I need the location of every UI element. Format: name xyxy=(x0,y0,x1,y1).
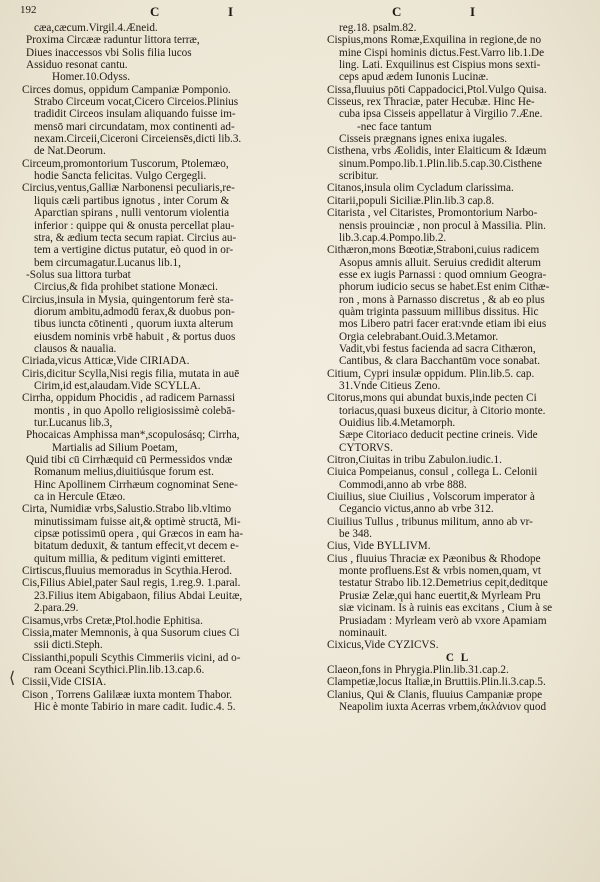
text-line: montis , in quo Apollo religiosissimè colebā- xyxy=(34,404,236,417)
text-line: diorum ambitu,admodū ferax,& duobus pon- xyxy=(34,305,235,318)
text-line: Cegancio victus,anno ab vrbe 312. xyxy=(339,503,494,516)
text-line: bem circumagatur.Lucanus lib.1, xyxy=(34,256,181,269)
text-line: Cithæron,mons Bœotiæ,Straboni,cuius radicem xyxy=(327,244,540,257)
text-line: tibus iuncta cōtinenti , quorum iuxta alterum xyxy=(34,318,234,331)
text-line: Cirim,id est,alaudam.Vide SCYLLA. xyxy=(34,379,201,392)
text-line: hodie Sancta felicitas. Vulgo Cergegli. xyxy=(34,170,207,183)
text-line: Diues inaccessos vbi Solis filia lucos xyxy=(26,46,192,59)
text-line: Cirrha, oppidum Phocidis , ad radicem Parnassi xyxy=(22,392,236,405)
text-line: quàm triginta passuum millibus dissitus. Hic xyxy=(339,305,539,318)
text-line: minutissimam fuisse ait,& optimè structā, Mi- xyxy=(34,515,241,528)
text-line: Sæpe Citoriaco deducit pectine crineis. Vide xyxy=(339,429,538,442)
text-line: Citium, Cypri insulæ oppidum. Plin.lib.5. cap. xyxy=(327,367,535,380)
right-column xyxy=(327,22,589,713)
text-line: Cisthena, vrbs Æolidis, inter Elaiticum & Idæum xyxy=(327,145,547,158)
text-line: testatur Strabo lib.12.Demetrius cepit,deditque xyxy=(339,577,548,590)
text-line: Cissianthi,populi Scythis Cimmeriis vicini, ad o- xyxy=(22,651,241,664)
text-line: Proxima Circææ raduntur littora terræ, xyxy=(26,34,200,47)
text-line: bitatum deduxit, & tantum effecit,vt decem e- xyxy=(34,540,239,553)
text-line: -Solus sua littora turbat xyxy=(26,268,131,281)
text-line: cæa,cæcum.Virgil.4.Æneid. xyxy=(34,22,158,34)
text-line: cipsæ potissimū opera , qui Græcos in eam ha- xyxy=(34,528,244,541)
text-line: tem a vertigine dictus putatur, eò quod in or- xyxy=(34,244,234,257)
text-line: Clanius, Qui & Clanis, fluuius Campaniæ prope xyxy=(327,688,543,701)
margin-mark: ⟨ xyxy=(9,670,16,687)
text-line: Phocaicas Amphissa man*,scopulosásq; Cirrha, xyxy=(26,429,240,442)
text-line: Circeum,promontorium Tuscorum, Ptolemæo, xyxy=(22,157,229,170)
left-column xyxy=(22,22,284,713)
text-line: mensō mari circundatam, mox continenti ad- xyxy=(34,120,235,133)
text-line: stra, & ædium tecta secum rapiat. Circius au- xyxy=(34,231,237,244)
text-line: Cius , fluuius Thraciæ ex Pæonibus & Rhodope xyxy=(327,552,541,565)
text-line: ceps apud ædem Iunonis Lucinæ. xyxy=(339,71,489,84)
text-line: sinum.Pompo.lib.1.Plin.lib.5.cap.30.Cisthene xyxy=(339,157,542,170)
text-line: 2.para.29. xyxy=(34,602,79,615)
text-line: 31.Vnde Citieus Zeno. xyxy=(339,379,441,392)
text-line: quitum millia, & peditum viginti emitteret. xyxy=(34,552,226,565)
text-line: cuba ipsa Cisseis appellatur à Virgilio 7.Æne. xyxy=(339,108,543,121)
text-line: Quid tibi cū Cirrhæquid cū Permessidos vndæ xyxy=(26,454,233,467)
text-line: monte profluens.Est & vrbis nomen,quam, vt xyxy=(339,565,541,578)
text-line: Romanum melius,diuitiúsque forum est. xyxy=(34,466,214,479)
text-line: Orgia celebrabant.Ouid.3.Metamor. xyxy=(339,330,499,343)
text-line: mine Cispi hominis dictus.Fest.Varro lib.1.De xyxy=(339,46,545,59)
text-line: inferior : quippe qui & onusta percellat plau- xyxy=(34,219,235,232)
text-line: Cantibus, & clara Bacchantūm voce sonabat. xyxy=(339,355,540,368)
text-line: Citanos,insula olim Cycladum clarissima. xyxy=(327,182,514,195)
text-line: Circius,& fida prohibet statione Monæci. xyxy=(34,281,218,294)
text-line: Ciuica Pompeianus, consul , collega L. Celonii xyxy=(327,466,538,479)
text-line: tradidit Circeos insulam aliquando fuisse im- xyxy=(34,108,236,121)
text-line: Citarista , vel Citaristes, Promontorium Narbo- xyxy=(327,207,538,220)
text-line: Commodi,anno ab vrbe 888. xyxy=(339,478,467,491)
text-line: Aparctian spirans , nulli ventorum violentia xyxy=(34,207,230,220)
text-line: ram Oceani Scythici.Plin.lib.13.cap.6. xyxy=(34,663,205,676)
header-letter-right-i: I xyxy=(470,4,476,19)
text-line: Asopus amnis alluit. Seruius credidit alterum xyxy=(339,256,541,269)
text-line: Cirta, Numidiæ vrbs,Salustio.Strabo lib.vltimo xyxy=(22,503,232,516)
text-line: C L xyxy=(445,651,471,664)
text-line: reg.18. psalm.82. xyxy=(339,22,417,34)
text-line: Ouidius lib.4.Metamorph. xyxy=(339,417,456,429)
text-line: Citorus,mons qui abundat buxis,inde pecten Ci xyxy=(327,392,537,405)
text-line: siæ vicinam. Is à ruinis eas excitans , Cium à se xyxy=(339,602,553,615)
text-line: Hinc Apollinem Cirrhæum cognominat Sene- xyxy=(34,478,238,491)
text-line: Vadit,vbi festus facienda ad sacra Cithæron, xyxy=(339,342,536,355)
text-line: toriacus,quasi buxeus dicitur, à Citorio monte. xyxy=(339,404,546,417)
text-line: ron , mons à Parnasso discretus , & ab eo plus xyxy=(339,293,545,306)
text-line: Circius,ventus,Galliæ Narbonensi peculiaris,re- xyxy=(22,182,235,195)
text-line: Ciuilius Tullus , tribunus militum, anno ab vr- xyxy=(327,515,533,528)
text-line: nominauit. xyxy=(339,626,388,639)
text-line: eiusdem nominis vrbē habuit , & portus duos xyxy=(34,330,236,343)
text-line: Strabo Circeum vocat,Cicero Circeios.Plinius xyxy=(34,96,239,109)
text-line: Circes domus, oppidum Campaniæ Pomponio. xyxy=(22,83,231,96)
text-line: ssii dicti.Steph. xyxy=(34,639,103,652)
text-line: liquis cæli partibus ignotus , inter Corum & xyxy=(34,194,230,207)
text-line: scribitur. xyxy=(339,170,379,183)
text-line: nensis prouinciæ , non procul à Massilia. Plin. xyxy=(339,219,546,232)
text-line: Circius,insula in Mysia, quingentorum ferè sta- xyxy=(22,293,234,306)
header-letter-left-i: I xyxy=(228,4,234,19)
text-line: Cisseis prægnans ignes enixa iugales. xyxy=(339,133,508,146)
header-letter-left-c: C xyxy=(150,4,160,19)
text-line: be 348. xyxy=(339,528,372,541)
text-line: tur.Lucanus lib.3, xyxy=(34,417,113,429)
text-line: Cisseus, rex Thraciæ, pater Hecubæ. Hinc He- xyxy=(327,96,535,109)
text-line: Citron,Ciuitas in tribu Zabulon.iudic.1. xyxy=(327,454,502,467)
text-line: Cispius,mons Romæ,Exquilina in regione,de no xyxy=(327,34,542,47)
text-line: Clampetiæ,locus Italiæ,in Bruttiis.Plin.li.3.cap.5. xyxy=(327,676,546,689)
text-line: Prusiadam : Myrleam verò ab vxore Apamiam xyxy=(339,614,547,627)
text-line: Cissia,mater Memnonis, à qua Susorum ciues Ci xyxy=(22,626,240,639)
text-line: de Nat.Deorum. xyxy=(34,145,106,158)
text-line: ca in Hercule Œtæo. xyxy=(34,491,126,504)
text-line: Neapolim iuxta Acerras vrbem,ἀκλάνιον quod xyxy=(339,700,547,713)
text-line: esse ex iugis Parnassi : quod omnium Geogra- xyxy=(339,268,547,281)
text-line: Cison , Torrens Galilææ iuxta montem Thabor. xyxy=(22,688,233,701)
text-line: Cius, Vide BYLLIVM. xyxy=(327,540,431,553)
text-line: Cisamus,vrbs Cretæ,Ptol.hodie Ephitisa. xyxy=(22,614,203,627)
text-line: clausos & naualia. xyxy=(34,342,117,355)
text-line: ling. Lati. Exquilinus est Cispius mons sexti- xyxy=(339,59,541,72)
text-line: -nec face tantum xyxy=(357,120,432,133)
page-number: 192 xyxy=(20,4,37,16)
text-line: Ciriada,vicus Atticæ,Vide CIRIADA. xyxy=(22,355,190,368)
text-line: Ciris,dicitur Scylla,Nisi regis filia, mutata in auē xyxy=(22,367,240,380)
text-line: Prusiæ Zelæ,qui hanc euertit,& Myrleam Pru xyxy=(339,589,541,602)
running-header xyxy=(0,0,600,22)
text-line: Cissa,fluuius pōti Cappadocici,Ptol.Vulgo Quisa. xyxy=(327,83,547,96)
header-letter-right-c: C xyxy=(392,4,402,19)
text-line: Hic è monte Tabirio in mare cadit. Iudic.4. 5. xyxy=(34,700,236,713)
text-line: mos Libero patri facer erat:vnde etiam ibi eius xyxy=(339,318,547,331)
text-line: phorum iudicio secus se habet.Est enim Cithæ- xyxy=(339,281,550,294)
text-line: Cissii,Vide CISIA. xyxy=(22,676,107,689)
text-line: lib.3.cap.4.Pompo.lib.2. xyxy=(339,231,447,244)
text-line: Cirtiscus,fluuius memoradus in Scythia.Herod. xyxy=(22,565,233,578)
text-line: Cis,Filius Abiel,pater Saul regis, 1.reg.9. 1.paral. xyxy=(22,577,241,590)
text-line: Assiduo resonat cantu. xyxy=(26,59,128,72)
text-line: Cixicus,Vide CYZICVS. xyxy=(327,639,439,652)
text-line: Claeon,fons in Phrygia.Plin.lib.31.cap.2. xyxy=(327,663,509,676)
text-line: CYTORVS. xyxy=(339,441,393,454)
text-line: Ciuilius, siue Ciuilius , Volscorum imperator à xyxy=(327,491,535,504)
text-line: nexam.Circeii,Ciceroni Circeiensēs,dicti lib.3. xyxy=(34,133,242,146)
text-line: Homer.10.Odyss. xyxy=(52,71,131,84)
text-line: Citarii,populi Siciliæ.Plin.lib.3 cap.8. xyxy=(327,194,495,207)
text-line: Martialis ad Silium Poetam, xyxy=(52,441,178,454)
text-line: 23.Filius item Abigabaon, filius Abdai Leuitæ, xyxy=(34,589,243,602)
